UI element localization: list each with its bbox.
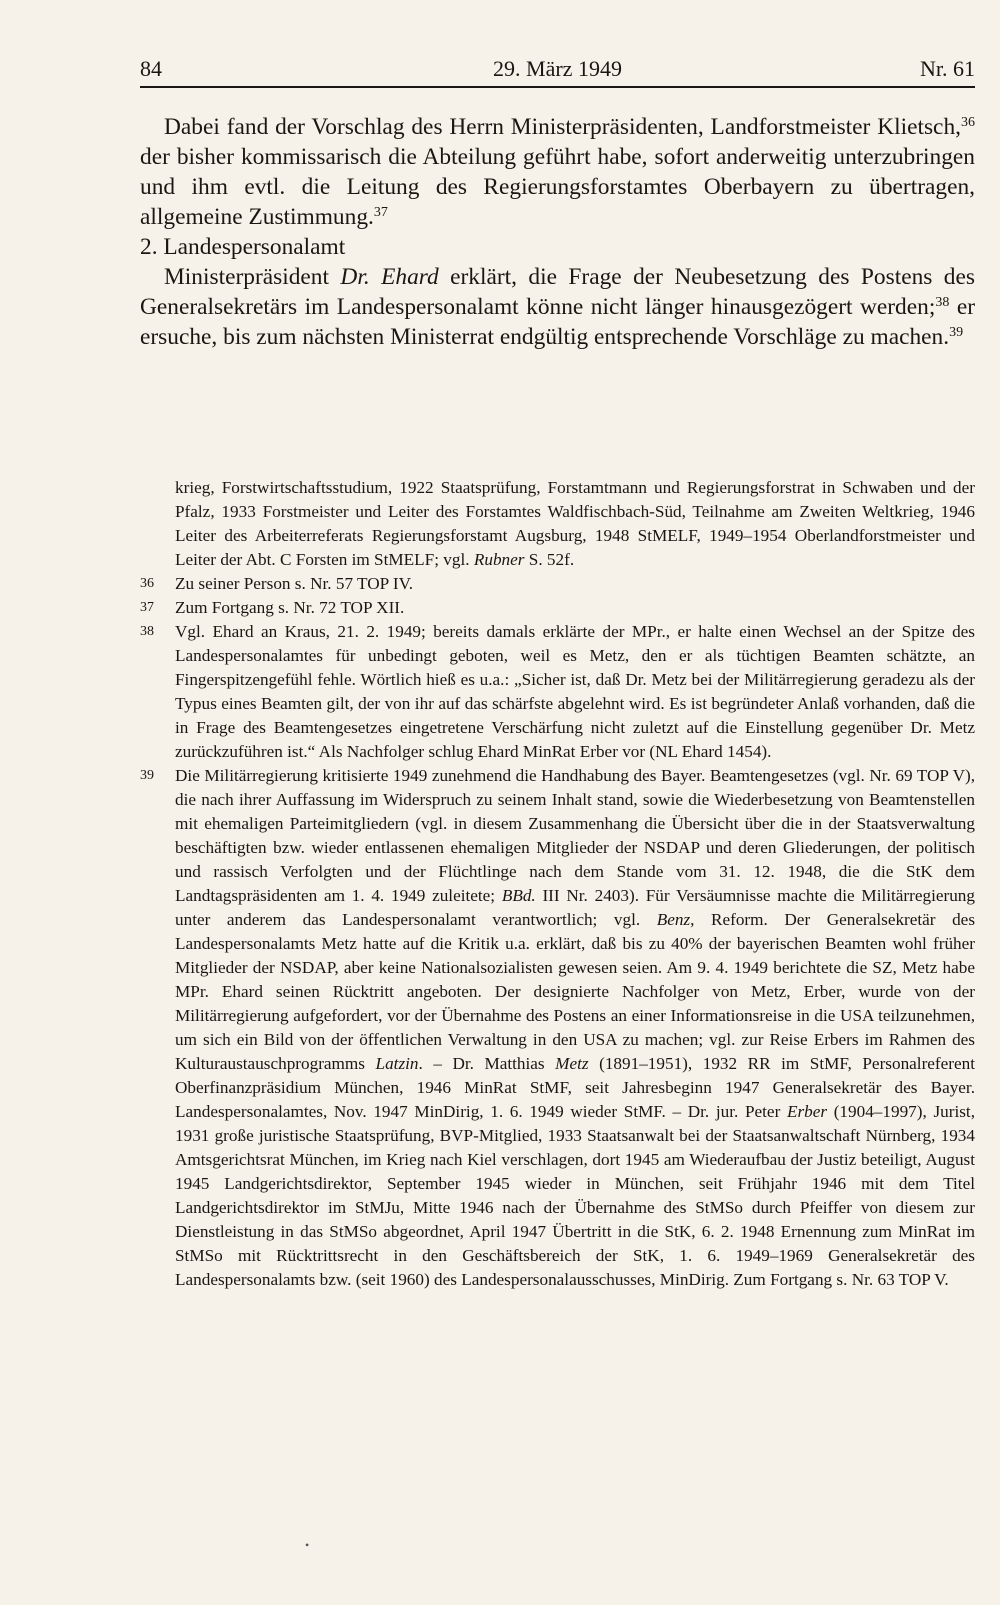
main-text	[140, 112, 975, 352]
footnote-number: 39	[140, 768, 154, 783]
footnote-36: 36 Zu seiner Person s. Nr. 57 TOP IV.	[140, 572, 975, 596]
paragraph-landespersonalamt: Ministerpräsident Dr. Ehard erklärt, die Frage der Neubesetzung des Postens des Generalsekretärs im Landespersonalamt könne nicht länger hinausgezögert werden;$^{38}$ er ersuche, bis zum nächsten Ministerrat endgültig entsprechende Vorschläge zu machen.$^{39}$	[140, 264, 975, 350]
footnote-ref-36[interactable]: 36	[961, 115, 975, 130]
section-heading: 2. Landespersonalamt	[140, 234, 346, 260]
footnote-ref-37[interactable]: 37	[373, 205, 388, 220]
person-name: Dr. Ehard	[340, 264, 439, 290]
footnote-ref-38[interactable]: 38	[935, 295, 950, 310]
footnote-37: 37 Zum Fortgang s. Nr. 72 TOP XII.	[140, 596, 975, 620]
footnote-number: 36	[140, 576, 154, 591]
footnotes	[140, 476, 975, 1292]
page-number: 84	[140, 56, 162, 81]
footnote-39: 39 Die Militärregierung kritisierte 1949 zunehmend die Handhabung des Bayer. Beamtengesetzes (vgl. Nr. 69 TOP V), die nach ihrer Auffassung im Widerspruch zu seinem Inhalt stand, sowie die Wiederbesetzung von Beamtenstellen mit ehemaligen Parteimitgliedern (vgl. in diesem Zusammenhang die Übersicht über die in der Staatsverwaltung beschäftigten bzw. wieder entlassenen ehemaligen Mitglieder der NSDAP und deren Gliederungen, der politisch und rassisch Verfolgten und der Flüchtlinge nach dem Stande vom 31. 12. 1948, die die StK dem Landtagspräsidenten am 1. 4. 1949 zuleitete; BBd. III Nr. 2403). Für Versäumnisse machte die Militärregierung unter anderem das Landespersonalamt verantwortlich; vgl. Benz, Reform. Der Generalsekretär des Landespersonalamts Metz hatte auf die Kritik u.a. erklärt, daß bis zu 40% der bayerischen Beamten wohl früher Mitglieder der NSDAP, aber keine Nationalsozialisten gewesen seien. Am 9. 4. 1949 berichtete die SZ, Metz habe MPr. Ehard seinen Rücktritt angeboten. Der designierte Nachfolger von Metz, Erber, wurde von der Militärregierung aufgefordert, vor der Übernahme des Postens an einer Informationsreise in die USA teilzunehmen, um sich ein Bild von der öffentlichen Verwaltung in den USA zu machen; vgl. zur Reise Erbers im Rahmen des Kulturaustauschprogramms Latzin. – Dr. Matthias Metz (1891–1951), 1932 RR im StMF, Personalreferent Oberfinanzpräsidium München, 1946 MinRat StMF, seit Jahresbeginn 1947 Generalsekretär des Bayer. Landespersonalamtes, Nov. 1947 MinDirig, 1. 6. 1949 wieder StMF. – Dr. jur. Peter Erber (1904–1997), Jurist, 1931 große juristische Staatsprüfung, BVP-Mitglied, 1933 Staatsanwalt bei der Staatsanwaltschaft Nürnberg, 1934 Amtsgerichtsrat München, im Krieg nach Kiel verschlagen, dort 1945 am Wiederaufbau der Justiz beteiligt, August 1945 Landgerichtsdirektor, September 1945 wieder in München, seit Frühjahr 1946 mit dem Titel Landgerichtsdirektor im StMJu, Mitte 1946 nach der Übernahme des StMSo durch Pfeiffer von diesem zur Dienstleistung in das StMSo abgeordnet, April 1947 Übertritt in die StK, 6. 2. 1948 Ernennung zum MinRat im StMSo mit Rücktrittsrecht in den Geschäftsbereich der StK, 1. 6. 1949–1969 Generalsekretär des Landespersonalamts bzw. (seit 1960) des Landespersonalausschusses, MinDirig. Zum Fortgang s. Nr. 63 TOP V.	[140, 766, 976, 1289]
header-date: 29. März 1949	[493, 56, 622, 81]
footnote-continuation: krieg, Forstwirtschaftsstudium, 1922 Staatsprüfung, Forstamtmann und Regierungsforstrat in Schwaben und der Pfalz, 1933 Forstmeister und Leiter des Forstamtes Waldfischbach-Süd, Teilnahme am Zweiten Weltkrieg, 1946 Leiter des Arbeiterreferats Regierungsforstamt Augsburg, 1948 StMELF, 1949–1954 Oberlandforstmeister und Leiter der Abt. C Forsten im StMELF; vgl. Rubner S. 52f.	[175, 478, 975, 569]
page-mark: •	[305, 1538, 310, 1552]
footnote-number: 38	[140, 624, 154, 639]
footnote-ref-39[interactable]: 39	[949, 325, 964, 340]
running-header	[140, 52, 975, 88]
footnote-38: 38 Vgl. Ehard an Kraus, 21. 2. 1949; bereits damals erklärte der MPr., er halte einen Wechsel an der Spitze des Landespersonalamtes für unbedingt geboten, weil es Metz, den er als tüchtigen Beamten schätzte, an Fingerspitzengefühl fehle. Wörtlich hieß es u.a.: „Sicher ist, daß Dr. Metz bei der Militärregierung geradezu als der Typus eines Beamten gilt, der von ihr auf das schärfste abgelehnt wird. Es ist begründeter Anlaß vorhanden, daß die in Frage des Beamtengesetzes eingetretene Verschärfung nicht zuletzt auf die Einstellung gegenüber Dr. Metz zurückzuführen ist.“ Als Nachfolger schlug Ehard MinRat Erber vor (NL Ehard 1454).	[140, 622, 975, 761]
footnote-number: 37	[140, 600, 154, 615]
paragraph-decision: Dabei fand der Vorschlag des Herrn Ministerpräsidenten, Landforstmeister Klietsch,$^{36}$ der bisher kommissarisch die Abteilung geführt habe, sofort anderweitig unterzubringen und ihm evtl. die Leitung des Regierungsforstamtes Oberbayern zu übertragen, allgemeine Zustimmung.$^{37}$	[140, 114, 975, 230]
document-number: Nr. 61	[920, 56, 975, 81]
